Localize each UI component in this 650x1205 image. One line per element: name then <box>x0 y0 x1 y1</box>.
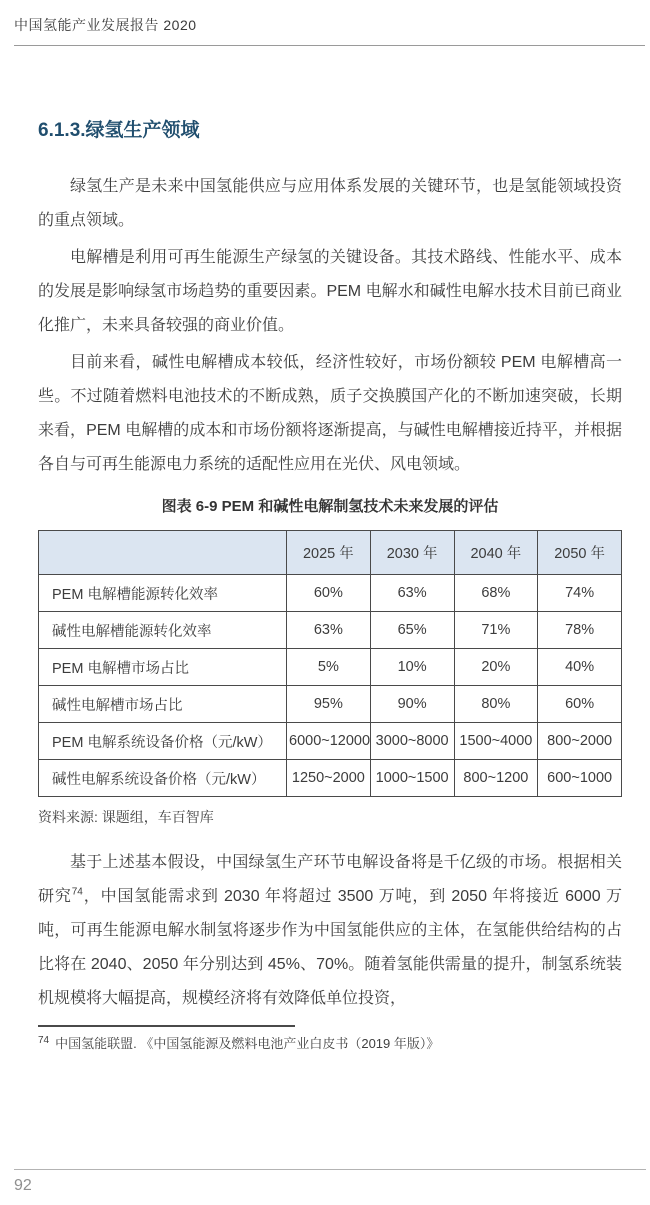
table-caption: 图表 6-9 PEM 和碱性电解制氢技术未来发展的评估 <box>161 498 499 515</box>
paragraph-4 <box>38 846 622 1016</box>
cell-value: 71% <box>454 612 538 649</box>
row-label: 碱性电解槽能源转化效率 <box>39 612 287 649</box>
cell-value: 65% <box>370 612 454 649</box>
cell-value: 63% <box>370 575 454 612</box>
row-label: 碱性电解槽市场占比 <box>39 686 287 723</box>
cell-value: 800~2000 <box>538 723 622 760</box>
page-number: 92 <box>14 1177 32 1194</box>
cell-value: 80% <box>454 686 538 723</box>
table-header-cell-2050: 2050 年 <box>538 531 622 575</box>
row-label: PEM 电解槽市场占比 <box>39 649 287 686</box>
cell-value: 74% <box>538 575 622 612</box>
cell-value: 5% <box>287 649 371 686</box>
table-header-cell-2030: 2030 年 <box>370 531 454 575</box>
paragraph-4-text-end: ，中国氢能需求到 2030 年将超过 3500 万吨，到 2050 年将接近 6000 万吨，可再生能源电解水制氢将逐步作为中国氢能供应的主体，在氢能供给结构的占比将在 2040、2050 年分别达到 45%、70%。随着氢能供需量的提升，制氢系统装机规模将大幅提高，规模经济将有效降低单位投资， <box>38 888 622 1007</box>
cell-value: 1000~1500 <box>370 760 454 797</box>
evaluation-table <box>38 530 622 797</box>
cell-value: 1250~2000 <box>287 760 371 797</box>
table-row <box>39 575 622 612</box>
row-label: PEM 电解槽能源转化效率 <box>39 575 287 612</box>
paragraph-4-text-start: 基于上述基本假设，中国绿氢生产环节电解设备将是千亿级的市场。根据相关研究 <box>38 854 622 905</box>
table-row <box>39 723 622 760</box>
footnote-marker: 74 <box>38 1034 50 1046</box>
paragraph-1: 绿氢生产是未来中国氢能供应与应用体系发展的关键环节，也是氢能领域投资的重点领域。 <box>38 178 622 229</box>
cell-value: 600~1000 <box>538 760 622 797</box>
table-source: 资料来源: 课题组，车百智库 <box>38 809 214 825</box>
row-label: 碱性电解系统设备价格（元/kW） <box>39 760 287 797</box>
table-header-cell-2025: 2025 年 <box>287 531 371 575</box>
paragraph-2: 电解槽是利用可再生能源生产绿氢的关键设备。其技术路线、性能水平、成本的发展是影响绿氢市场趋势的重要因素。PEM 电解水和碱性电解水技术目前已商业化推广，未来具备较强的商业价值。 <box>38 249 622 334</box>
cell-value: 60% <box>538 686 622 723</box>
cell-value: 20% <box>454 649 538 686</box>
cell-value: 78% <box>538 612 622 649</box>
cell-value: 6000~12000 <box>287 723 371 760</box>
footnote-separator-line <box>38 1025 295 1027</box>
footnote <box>38 1034 622 1054</box>
cell-value: 800~1200 <box>454 760 538 797</box>
footnote-reference-74: 74 <box>71 886 83 898</box>
document-title: 中国氢能产业发展报告 2020 <box>14 17 197 33</box>
paragraph-3: 目前来看，碱性电解槽成本较低，经济性较好，市场份额较 PEM 电解槽高一些。不过随着燃料电池技术的不断成熟，质子交换膜国产化的不断加速突破，长期来看，PEM 电解槽的成本和市场份额将逐渐提高，与碱性电解槽接近持平，并根据各自与可再生能源电力系统的适配性应用在光伏、风电领域。 <box>38 354 622 473</box>
cell-value: 1500~4000 <box>454 723 538 760</box>
cell-value: 68% <box>454 575 538 612</box>
table-row <box>39 686 622 723</box>
page-content <box>38 118 622 1054</box>
table-row <box>39 760 622 797</box>
row-label: PEM 电解系统设备价格（元/kW） <box>39 723 287 760</box>
page-footer <box>14 1169 646 1195</box>
table-header-cell-label <box>39 531 287 575</box>
table-row <box>39 612 622 649</box>
cell-value: 60% <box>287 575 371 612</box>
cell-value: 10% <box>370 649 454 686</box>
cell-value: 90% <box>370 686 454 723</box>
section-heading: 6.1.3.绿氢生产领域 <box>38 120 200 141</box>
footnote-text: 中国氢能联盟. 《中国氢能源及燃料电池产业白皮书（2019 年版）》 <box>55 1036 440 1051</box>
cell-value: 3000~8000 <box>370 723 454 760</box>
table-header-row <box>39 531 622 575</box>
cell-value: 95% <box>287 686 371 723</box>
cell-value: 63% <box>287 612 371 649</box>
table-row <box>39 649 622 686</box>
page-header <box>14 15 645 46</box>
cell-value: 40% <box>538 649 622 686</box>
table-header-cell-2040: 2040 年 <box>454 531 538 575</box>
